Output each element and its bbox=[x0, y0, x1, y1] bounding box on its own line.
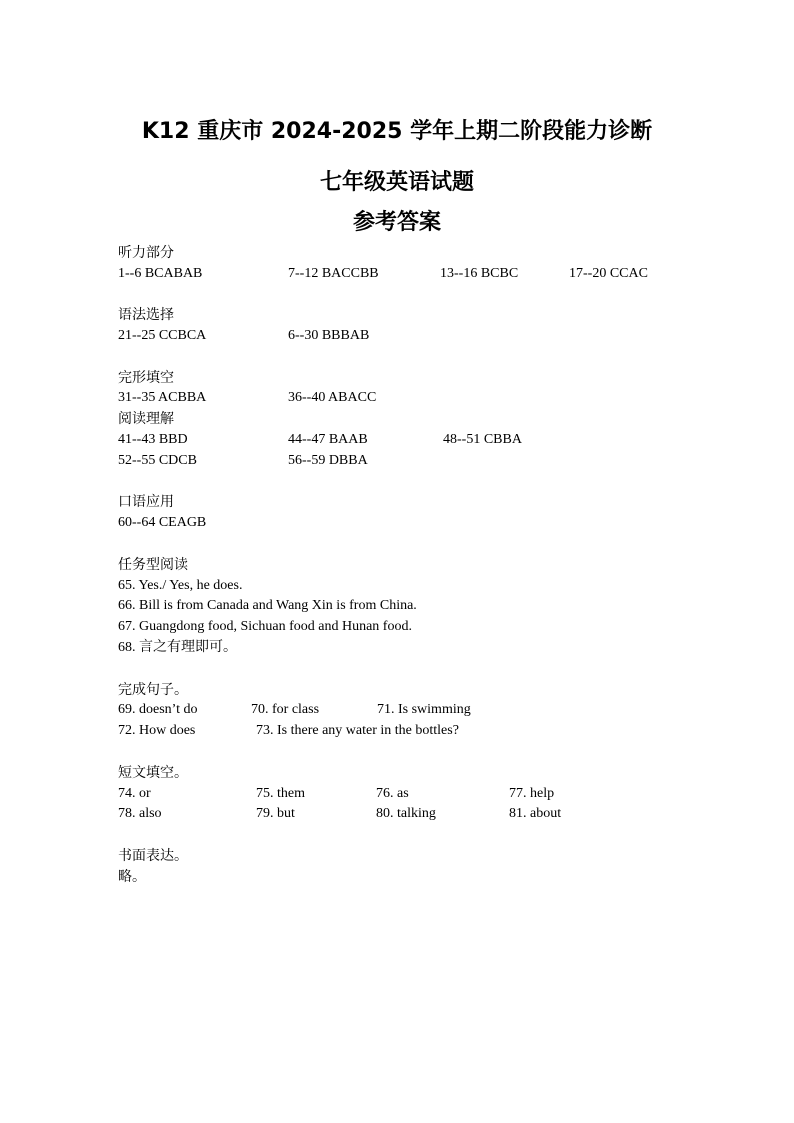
answer-item: 56--59 DBBA bbox=[288, 453, 368, 468]
sentences-heading: 完成句子。 bbox=[118, 682, 188, 698]
cloze-heading: 完形填空 bbox=[118, 370, 174, 386]
answer-item: 79. but bbox=[256, 806, 295, 821]
answer-item: 36--40 ABACC bbox=[288, 390, 377, 405]
answer-item: 72. How does bbox=[118, 723, 196, 738]
answer-item: 73. Is there any water in the bottles? bbox=[256, 723, 459, 738]
oral-heading: 口语应用 bbox=[118, 494, 174, 510]
answer-item: 76. as bbox=[376, 786, 409, 801]
reading-heading: 阅读理解 bbox=[118, 411, 174, 427]
answer-item: 60--64 CEAGB bbox=[118, 515, 207, 530]
document-subtitle: 七年级英语试题 bbox=[319, 170, 474, 195]
answer-line: 66. Bill is from Canada and Wang Xin is from China. bbox=[118, 598, 417, 613]
passage-fill-heading: 短文填空。 bbox=[118, 765, 188, 781]
grammar-heading: 语法选择 bbox=[118, 307, 174, 323]
answer-item: 77. help bbox=[509, 786, 555, 801]
answer-item: 80. talking bbox=[376, 806, 436, 821]
answer-item: 71. Is swimming bbox=[377, 702, 471, 717]
answer-line: 67. Guangdong food, Sichuan food and Hunan food. bbox=[118, 619, 412, 634]
answer-item: 81. about bbox=[509, 806, 562, 821]
answer-item: 13--16 BCBC bbox=[440, 266, 519, 281]
answer-item: 69. doesn’t do bbox=[118, 702, 198, 717]
document-type-heading: 参考答案 bbox=[352, 210, 441, 235]
answer-item: 17--20 CCAC bbox=[569, 266, 648, 281]
answer-item: 78. also bbox=[118, 806, 162, 821]
task-reading-heading: 任务型阅读 bbox=[118, 557, 188, 573]
answer-item: 48--51 CBBA bbox=[443, 432, 522, 447]
answer-line: 68. 言之有理即可。 bbox=[118, 640, 237, 655]
answer-item: 52--55 CDCB bbox=[118, 453, 197, 468]
listening-heading: 听力部分 bbox=[118, 245, 174, 261]
answer-item: 41--43 BBD bbox=[118, 432, 188, 447]
answer-item: 75. them bbox=[256, 786, 305, 801]
answer-line: 65. Yes./ Yes, he does. bbox=[118, 578, 243, 593]
answer-item: 31--35 ACBBA bbox=[118, 390, 207, 405]
answer-item: 1--6 BCABAB bbox=[118, 266, 203, 281]
answer-item: 7--12 BACCBB bbox=[288, 266, 379, 281]
answer-item: 6--30 BBBAB bbox=[288, 328, 370, 343]
answer-item: 44--47 BAAB bbox=[288, 432, 368, 447]
writing-answer: 略。 bbox=[118, 869, 146, 885]
answer-item: 21--25 CCBCA bbox=[118, 328, 207, 343]
answer-item: 70. for class bbox=[251, 702, 320, 717]
document-title: K12 重庆市 2024-2025 学年上期二阶段能力诊断 bbox=[141, 119, 653, 144]
answer-item: 74. or bbox=[118, 786, 151, 801]
writing-heading: 书面表达。 bbox=[118, 848, 188, 864]
